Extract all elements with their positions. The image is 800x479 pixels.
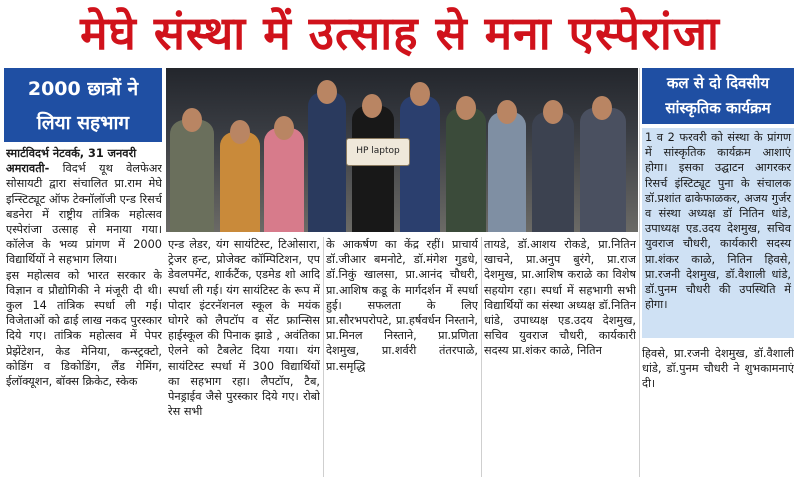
article-byline: स्मार्टविदर्भ नेटवर्क, 31 जनवरी [6, 147, 137, 160]
article-column-1 [6, 146, 162, 476]
column-divider [639, 68, 640, 477]
person-figure [580, 108, 626, 232]
person-head [410, 82, 430, 106]
person-head [362, 94, 382, 118]
right-headline-line2: सांस्कृतिक कार्यक्रम [665, 99, 771, 117]
article-column-3: के आकर्षण का केंद्र रहीं। प्राचार्य डॉ.जीआर बमनोटे, डॉ.मंगेश गुडधे, डॉ.निकुं खालसा, प्रा.आनंद चौधरी, प्रा.आशिष कडू के मार्गदर्शन में स्पर्धा हुई। सफलता के लिए प्रा.सौरभपरोपटे, प्रा.हर्षवर्धन निस्ताने, प्रा.मिनल निस्ताने, प्रा.प्रणिता देशमुख, प्रा.शर्वरी तंतरपाळे, प्रा.समृद्धि [326, 238, 478, 373]
article-dateline: अमरावती- [6, 162, 50, 176]
person-head [230, 120, 250, 144]
left-headline-box [4, 68, 162, 142]
article-column-4: तायडे, डॉ.आशय रोकडे, प्रा.नितिन खाचने, प्रा.अनुप बुरंगे, प्रा.राज देशमुख, प्रा.आशिष कराळे का विशेष सहयोग रहा। स्पर्धा में सहभागी सभी विद्यार्थियों का संस्था अध्यक्ष डॉ.नितिन धांडे, उपाध्यक्ष एड.उदय देशमुख, सचिव युवराज चौधरी, कार्यकारी सदस्य प्रा.शंकर काळे, नितिन [484, 238, 636, 358]
person-head [497, 100, 517, 124]
article-paragraph-1 [6, 161, 162, 267]
article-paragraph-2: इस महोत्सव को भारत सरकार के विज्ञान व प्रौद्योगिकी ने मंजूरी दी थी। कुल 14 तांत्रिक स्पर्धा ली गई। विजेताओं को ढाई लाख नकद पुरस्कार दिये गए। तांत्रिक महोत्सव में पेपर प्रेझेंटेशन, केड मेनिया, कन्स्ट्रक्टो, कोडिंग व डिकोडिंग, लैंड गेमिंग, ईलॉक्यूशन, बॉक्स क्रिकेट, स्केक [6, 268, 162, 389]
left-headline-line1: 2000 छात्रों ने [27, 78, 139, 100]
article-paragraph-1-text: विदर्भ यूथ वेलफेअर सोसायटी द्वारा संचालित प्रा.राम मेघे इन्स्टिट्यूट ऑफ टेक्नॉलॉजी एन्ड रिसर्च बडनेरा में राष्ट्रीय तांत्रिक महोत्सव एस्पेरांजा उत्साह से मनाया गया। कॉलेज के भव्य प्रांगण में 2000 विद्यार्थियों ने सहभाग लिया। [6, 162, 162, 267]
person-figure [308, 92, 346, 232]
person-figure [488, 112, 526, 232]
person-head [317, 80, 337, 104]
headline: मेघे संस्था में उत्साह से मना एस्पेरांजा [80, 6, 720, 60]
column-divider [323, 237, 324, 477]
laptop-prize: HP laptop [346, 138, 410, 166]
side-story-box: 1 व 2 फरवरी को संस्था के प्रांगण में सांस्कृतिक कार्यक्रम आशाएं होगा। इसका उद्घाटन आगरकर रिसर्च इंस्टिट्यूट पुना के संचालक डॉ.प्रशांत ढाकेफाळकर, अजय गुर्जर व संस्था अध्यक्ष डॉ नितिन धांडे, उपाध्यक्ष एड.उदय देशमुख, सचिव युवराज चौधरी, कार्यकारी सदस्य प्रा.शंकर काळे, नितिन हिवसे, प्रा.रजनी देशमुख, डॉ.वैशाली धांडे, डॉ.पुनम चौधरी की उपस्थिति में होगा। [642, 128, 794, 338]
right-headline-box [642, 68, 794, 124]
left-headline-line2: लिया सहभाग [36, 112, 130, 134]
person-figure [532, 112, 574, 232]
group-photo [166, 68, 638, 232]
person-figure [264, 128, 304, 232]
column-divider [481, 237, 482, 477]
article-column-2: एन्ड लेडर, यंग सायंटिस्ट, टिओसारा, ट्रेजर हन्ट, प्रोजेक्ट कॉम्पिटिशन, एप डेवलपमेंट, शार्कटैंक, एडमेड शो आदि स्पर्धा ली गई। यंग सायंटिस्ट के रूप में पोदार इंटरनॅशनल स्कूल के मयंक घोगरे को लैपटॉप व सेंट फ्रान्सिस हाईस्कूल की पिनाक झाडे , अवंतिका ऐलने को टैबलेट दिया गया। यंग सायंटिस्ट स्पर्धा में 300 विद्यार्थियों का सहभाग रहा। लैपटॉप, टैब, पेनड्राईव जैसे पुरस्कार दिये गए। रोबो रेस सभी [168, 238, 320, 419]
right-headline-line1: कल से दो दिवसीय [666, 74, 770, 92]
person-figure [352, 106, 394, 232]
person-head [592, 96, 612, 120]
person-head [274, 116, 294, 140]
side-story-continued: हिवसे, प्रा.रजनी देशमुख, डॉ.वैशाली धांडे, डॉ.पुनम चौधरी ने शुभकामनाएं दी। [642, 347, 794, 391]
person-head [543, 100, 563, 124]
person-figure [220, 132, 260, 232]
person-figure [446, 108, 486, 232]
person-head [456, 96, 476, 120]
person-head [182, 108, 202, 132]
person-figure [170, 120, 214, 232]
